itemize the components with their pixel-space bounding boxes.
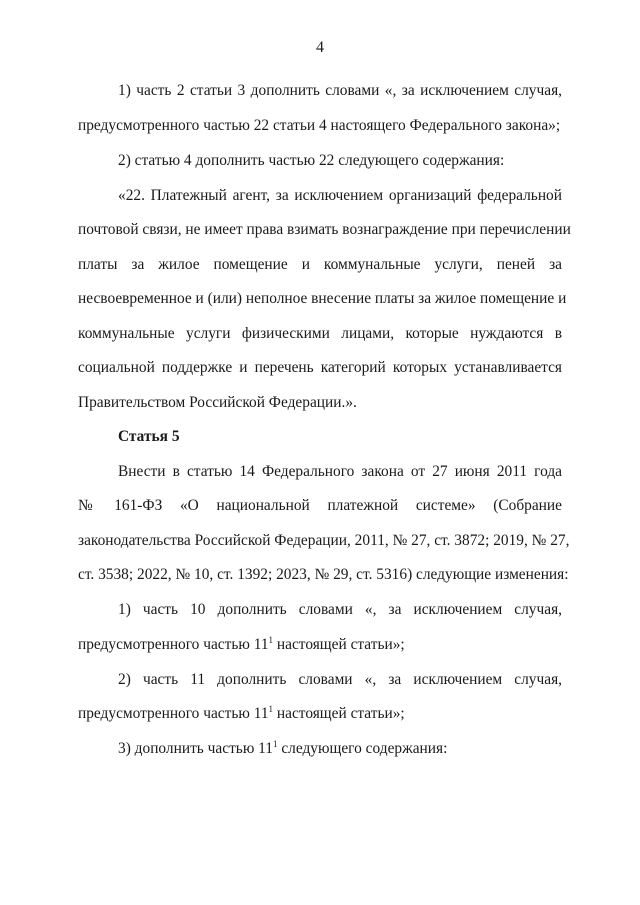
paragraph-line: законодательства Российской Федерации, 2011, № 27, ст. 3872; 2019, № 27, (78, 532, 570, 549)
superscript: 1 (268, 704, 274, 714)
paragraph-line: платы за жилое помещение и коммунальные услуги, пеней за (78, 256, 562, 273)
paragraph-line: «22. Платежный агент, за исключением организаций федеральной (118, 187, 562, 204)
page-number: 4 (316, 39, 324, 56)
article-heading: Статья 5 (118, 428, 180, 445)
text-span: предусмотренного частью 11 (78, 636, 269, 653)
text-span: предусмотренного частью 11 (78, 705, 269, 722)
paragraph-line: Правительством Российской Федерации.». (78, 394, 357, 411)
paragraph-line: 2) статью 4 дополнить частью 22 следующего содержания: (118, 152, 505, 169)
text-span: настоящей статьи»; (273, 636, 405, 653)
paragraph-line: почтовой связи, не имеет права взимать вознаграждение при перечислении (78, 221, 571, 238)
paragraph-line: № 161-ФЗ «О национальной платежной системе» (Собрание (78, 497, 562, 514)
paragraph-line: несвоевременное и (или) неполное внесение платы за жилое помещение и (78, 290, 567, 307)
paragraph-line: ст. 3538; 2022, № 10, ст. 1392; 2023, № 29, ст. 5316) следующие изменения: (78, 566, 569, 583)
paragraph-line (118, 739, 447, 759)
text-span: следующего содержания: (277, 740, 448, 757)
text-span: 3) дополнить частью 11 (118, 740, 273, 757)
text-span: настоящей статьи»; (273, 705, 405, 722)
paragraph-line: 1) часть 10 дополнить словами «, за исключением случая, (118, 601, 562, 618)
paragraph-line (78, 704, 405, 724)
paragraph-line: предусмотренного частью 22 статьи 4 настоящего Федерального закона»; (78, 117, 561, 134)
paragraph-line: 2) часть 11 дополнить словами «, за исключением случая, (118, 671, 562, 688)
paragraph-line: коммунальные услуги физическими лицами, которые нуждаются в (78, 325, 562, 342)
paragraph-line: Внести в статью 14 Федерального закона от 27 июня 2011 года (118, 463, 562, 480)
paragraph-line: социальной поддержке и перечень категорий которых устанавливается (78, 359, 562, 376)
superscript: 1 (272, 739, 278, 749)
paragraph-line: 1) часть 2 статьи 3 дополнить словами «, за исключением случая, (118, 82, 562, 99)
superscript: 1 (268, 635, 274, 645)
paragraph-line (78, 635, 405, 655)
